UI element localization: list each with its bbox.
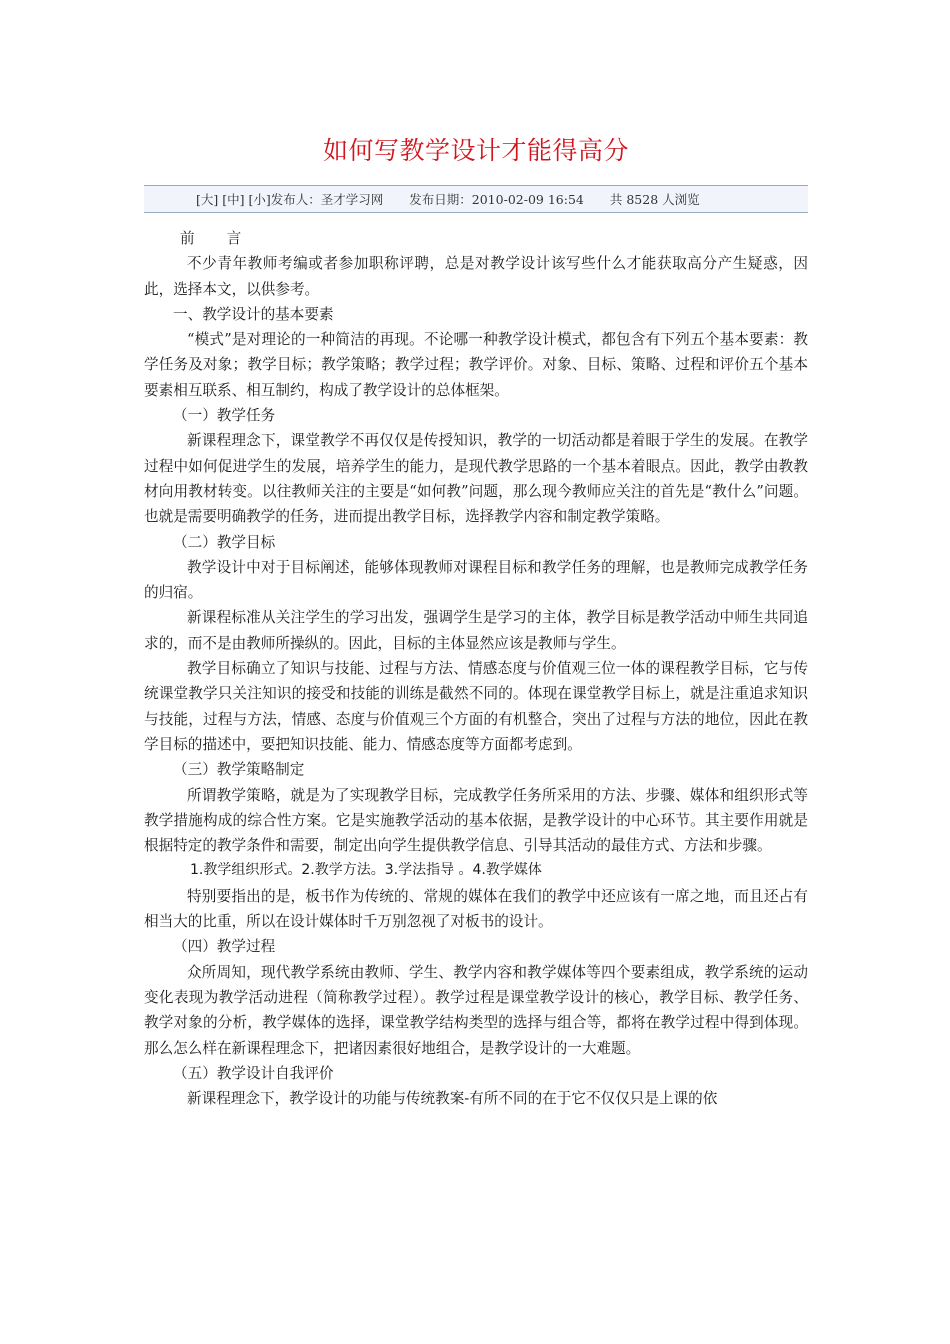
paragraph: 特别要指出的是，板书作为传统的、常规的媒体在我们的教学中还应该有一席之地，而且还占有相当大的比重，所以在设计媒体时千万别忽视了对板书的设计。 xyxy=(144,887,808,931)
paragraph: 教学目标确立了知识与技能、过程与方法、情感态度与价值观三位一体的课程教学目标，它与传统课堂教学只关注知识的接受和技能的训练是截然不同的。体现在课堂教学目标上，就是注重追求知识与技能，过程与方法，情感、态度与价值观三个方面的有机整合，突出了过程与方法的地位，因此在教学目标的描述中，要把知识技能、能力、情感态度等方面都考虑到。 xyxy=(144,660,808,753)
section-heading: 一、教学设计的基本要素 xyxy=(173,305,334,323)
font-size-small-link[interactable]: [小] xyxy=(248,192,271,207)
paragraph: “模式”是对理论的一种简洁的再现。不论哪一种教学设计模式，都包含有下列五个基本要素：教学任务及对象；教学目标；教学策略；教学过程；教学评价。对象、目标、策略、过程和评价五个基本要素相互联系、相互制约，构成了教学设计的总体框架。 xyxy=(144,331,808,399)
paragraph: 教学设计中对于目标阐述，能够体现教师对课程目标和教学任务的理解，也是教师完成教学任务的归宿。 xyxy=(144,558,808,602)
paragraph: 新课程标准从关注学生的学习出发，强调学生是学习的主体，教学目标是教学活动中师生共同追求的，而不是由教师所操纵的。因此，目标的主体显然应该是教师与学生。 xyxy=(144,609,808,652)
subsection-heading: （一）教学任务 xyxy=(173,407,276,425)
subsection-heading: （三）教学策略制定 xyxy=(173,761,305,779)
paragraph: 新课程理念下，教学设计的功能与传统教案-有所不同的在于它不仅仅只是上课的依 xyxy=(187,1090,718,1108)
paragraph: 众所周知，现代教学系统由教师、学生、教学内容和教学媒体等四个要素组成，教学系统的运动变化表现为教学活动进程（简称教学过程）。教学过程是课堂教学设计的核心，教学目标、教学任务、教学对象的分析，教学媒体的选择，课堂教学结构类型的选择与组合等，都将在教学过程中得到体现。那么怎么样在新课程理念下，把诸因素很好地组合，是教学设计的一大难题。 xyxy=(144,963,808,1057)
paragraph: 所谓教学策略，就是为了实现教学目标，完成教学任务所采用的方法、步骤、媒体和组织形式等教学措施构成的综合性方案。它是实施教学活动的基本依据，是教学设计的中心环节。其主要作用就是根据特定的教学条件和需要，制定出向学生提供教学信息、引导其活动的最佳方式、方法和步骤。 xyxy=(144,786,808,855)
paragraph: 不少青年教师考编或者参加职称评聘，总是对教学设计该写些什么才能获取高分产生疑惑，因此，选择本文，以供参考。 xyxy=(144,255,808,298)
article-body xyxy=(144,226,808,1111)
font-size-large-link[interactable]: [大] xyxy=(196,192,219,207)
preface-heading: 前 言 xyxy=(180,230,242,247)
article-meta-bar xyxy=(144,185,808,213)
subsection-heading: （五）教学设计自我评价 xyxy=(173,1064,334,1082)
numbered-list-line: 1.教学组织形式。2.教学方法。3.学法指导 。4.教学媒体 xyxy=(190,862,542,879)
paragraph: 新课程理念下，课堂教学不再仅仅是传授知识，教学的一切活动都是着眼于学生的发展。在教学过程中如何促进学生的发展，培养学生的能力，是现代教学思路的一个基本着眼点。因此，教学由教教材向用教材转变。以往教师关注的主要是“如何教”问题，那么现今教师应关注的首先是“教什么”问题。也就是需要明确教学的任务，进而提出教学目标，选择教学内容和制定教学策略。 xyxy=(144,432,808,526)
subsection-heading: （二）教学目标 xyxy=(173,533,276,551)
article-title: 如何写教学设计才能得高分 xyxy=(322,136,629,165)
subsection-heading: （四）教学过程 xyxy=(173,938,276,956)
view-count-text: 共 8528 人浏览 xyxy=(609,192,700,207)
publisher-text: 发布人：圣才学习网 xyxy=(270,192,384,207)
font-size-medium-link[interactable]: [中] xyxy=(222,192,245,207)
publish-date-text: 发布日期：2010-02-09 16:54 xyxy=(409,192,584,207)
